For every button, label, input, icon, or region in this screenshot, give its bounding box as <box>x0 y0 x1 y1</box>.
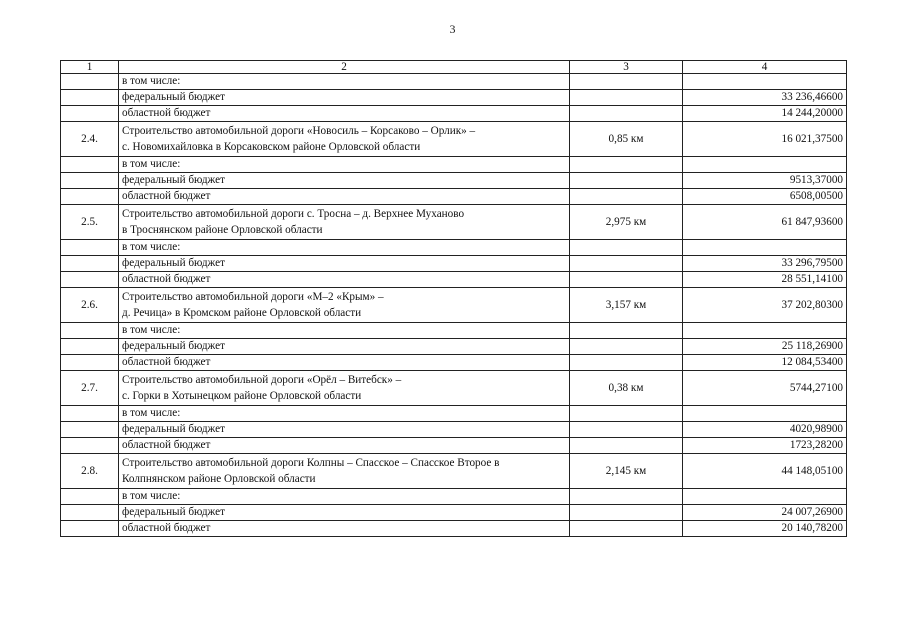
federal-budget-amount: 33 296,79500 <box>683 256 847 272</box>
regional-budget-label: областной бюджет <box>119 106 570 122</box>
column-number-2: 2 <box>119 61 570 74</box>
table-row <box>61 256 847 272</box>
federal-budget-label: федеральный бюджет <box>119 339 570 355</box>
project-name-line1: Строительство автомобильной дороги «Новосиль – Корсаково – Орлик» – <box>122 125 476 137</box>
including-label: в том числе: <box>119 157 570 173</box>
regional-budget-amount: 1723,28200 <box>683 438 847 454</box>
project-name-line2: в Троснянском районе Орловской области <box>122 224 323 236</box>
including-label: в том числе: <box>119 323 570 339</box>
project-length: 0,38 км <box>570 371 683 406</box>
regional-budget-label: областной бюджет <box>119 438 570 454</box>
regional-budget-label: областной бюджет <box>119 272 570 288</box>
project-number: 2.8. <box>61 454 119 489</box>
project-length: 3,157 км <box>570 288 683 323</box>
federal-budget-label: федеральный бюджет <box>119 256 570 272</box>
project-number: 2.4. <box>61 122 119 157</box>
project-name <box>119 288 570 323</box>
project-name <box>119 454 570 489</box>
project-row <box>61 371 847 406</box>
federal-budget-amount: 9513,37000 <box>683 173 847 189</box>
project-number: 2.6. <box>61 288 119 323</box>
column-number-4: 4 <box>683 61 847 74</box>
federal-budget-amount: 24 007,26900 <box>683 505 847 521</box>
project-row <box>61 122 847 157</box>
table-row <box>61 173 847 189</box>
federal-budget-label: федеральный бюджет <box>119 422 570 438</box>
column-number-1: 1 <box>61 61 119 74</box>
project-name-line1: Строительство автомобильной дороги с. Тросна – д. Верхнее Муханово <box>122 208 465 220</box>
federal-budget-amount: 4020,98900 <box>683 422 847 438</box>
project-total: 16 021,37500 <box>683 122 847 157</box>
table-row <box>61 189 847 205</box>
project-row <box>61 288 847 323</box>
project-length: 2,145 км <box>570 454 683 489</box>
table-row <box>61 422 847 438</box>
project-name-line2: с. Горки в Хотынецком районе Орловской области <box>122 390 362 402</box>
page-number: 3 <box>449 22 456 36</box>
table-row <box>61 74 847 90</box>
project-length: 0,85 км <box>570 122 683 157</box>
regional-budget-amount: 20 140,78200 <box>683 521 847 537</box>
table-header-row <box>61 61 847 74</box>
table-row <box>61 339 847 355</box>
project-name-line1: Строительство автомобильной дороги Колпны – Спасское – Спасское Второе в <box>122 457 500 469</box>
regional-budget-label: областной бюджет <box>119 355 570 371</box>
project-name <box>119 122 570 157</box>
table-row <box>61 489 847 505</box>
federal-budget-label: федеральный бюджет <box>119 90 570 106</box>
project-name <box>119 205 570 240</box>
table-row <box>61 438 847 454</box>
table-row <box>61 323 847 339</box>
including-label: в том числе: <box>119 489 570 505</box>
project-name-line1: Строительство автомобильной дороги «Орёл – Витебск» – <box>122 374 402 386</box>
project-row <box>61 454 847 489</box>
project-total: 5744,27100 <box>683 371 847 406</box>
project-total: 44 148,05100 <box>683 454 847 489</box>
federal-budget-amount: 33 236,46600 <box>683 90 847 106</box>
table-row <box>61 355 847 371</box>
project-total: 37 202,80300 <box>683 288 847 323</box>
column-number-3: 3 <box>570 61 683 74</box>
table-row <box>61 505 847 521</box>
table-row <box>61 521 847 537</box>
including-label: в том числе: <box>119 74 570 90</box>
regional-budget-label: областной бюджет <box>119 189 570 205</box>
project-length: 2,975 км <box>570 205 683 240</box>
table-row <box>61 157 847 173</box>
project-row <box>61 205 847 240</box>
regional-budget-amount: 14 244,20000 <box>683 106 847 122</box>
project-name-line2: д. Речица» в Кромском районе Орловской области <box>122 307 362 319</box>
regional-budget-label: областной бюджет <box>119 521 570 537</box>
project-name-line1: Строительство автомобильной дороги «М–2 «Крым» – <box>122 291 384 303</box>
project-number: 2.7. <box>61 371 119 406</box>
including-label: в том числе: <box>119 406 570 422</box>
project-number: 2.5. <box>61 205 119 240</box>
federal-budget-amount: 25 118,26900 <box>683 339 847 355</box>
table-row <box>61 406 847 422</box>
federal-budget-label: федеральный бюджет <box>119 173 570 189</box>
budget-table <box>60 60 847 537</box>
regional-budget-amount: 12 084,53400 <box>683 355 847 371</box>
project-total: 61 847,93600 <box>683 205 847 240</box>
table-row <box>61 90 847 106</box>
federal-budget-label: федеральный бюджет <box>119 505 570 521</box>
regional-budget-amount: 6508,00500 <box>683 189 847 205</box>
project-name-line2: Колпнянском районе Орловской области <box>122 473 316 485</box>
including-label: в том числе: <box>119 240 570 256</box>
table-row <box>61 240 847 256</box>
regional-budget-amount: 28 551,14100 <box>683 272 847 288</box>
project-name <box>119 371 570 406</box>
project-name-line2: с. Новомихайловка в Корсаковском районе Орловской области <box>122 141 421 153</box>
table-row <box>61 106 847 122</box>
table-row <box>61 272 847 288</box>
